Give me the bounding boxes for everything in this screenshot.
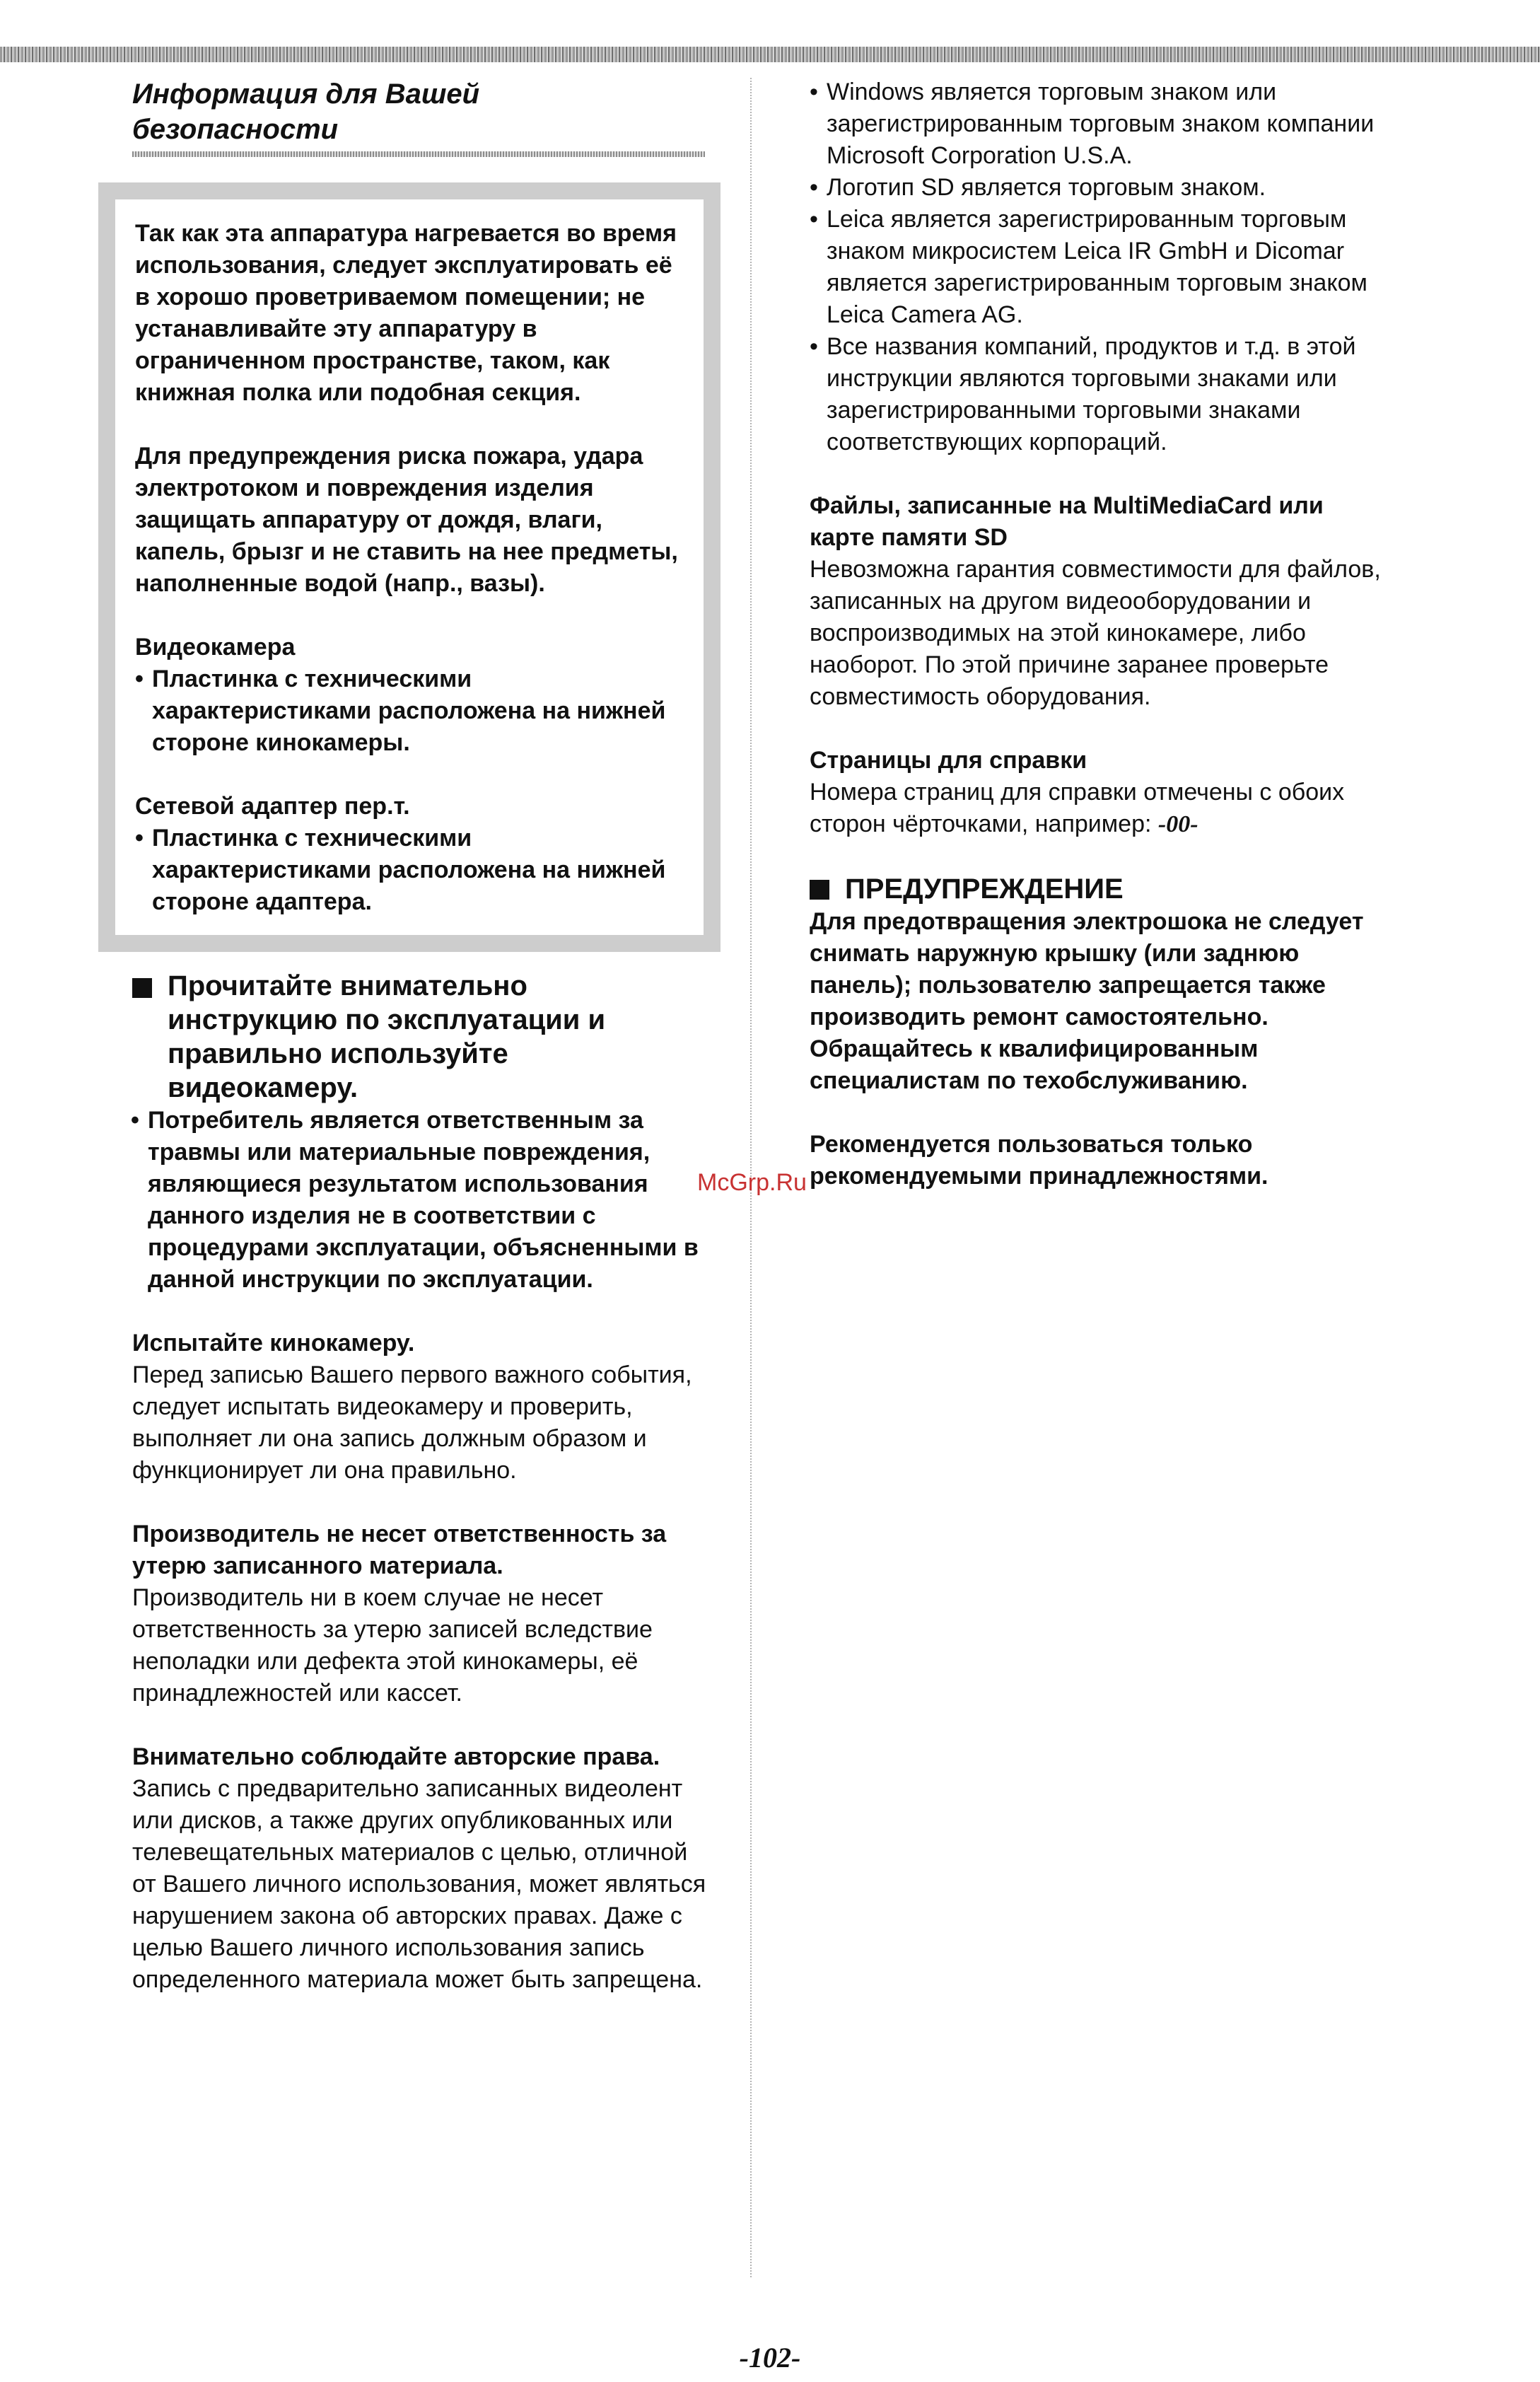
accessories-advice: Рекомендуется пользоваться только рекомендуемыми принадлежностями. <box>810 1131 1268 1190</box>
trademark-windows: • Windows является торговым знаком или зарегистрированным торговым знаком компании Microsoft Corporation U.S.A. <box>810 76 1389 172</box>
top-scan-strip <box>0 47 1540 62</box>
copyright-heading: Внимательно соблюдайте авторские права. <box>132 1743 660 1770</box>
memory-card-text: Невозможна гарантия совместимости для файлов, записанных на другом видеооборудовании и воспроизводимых на этой кинокамере, либо наоборот. По этой причине заранее проверьте совместимость оборудования. <box>810 556 1381 710</box>
read-instructions-heading: Прочитайте внимательно инструкцию по эксплуатации и правильно используйте видеокамеру. <box>168 970 606 1103</box>
memory-card-section <box>810 490 1389 713</box>
liability-text: Производитель ни в коем случае не несет ответственность за утерю записей вследствие неполадки или дефекта этой кинокамеры, её принадлежностей или кассет. <box>132 1584 653 1707</box>
reference-pages-heading: Страницы для справки <box>810 747 1087 774</box>
trademark-sd-logo: • Логотип SD является торговым знаком. <box>810 172 1389 204</box>
reference-example-mark: -00- <box>1157 811 1198 837</box>
title-underline <box>132 151 705 157</box>
responsibility-bullets <box>131 1105 712 1296</box>
safety-info-title: Информация для Вашей безопасности <box>132 79 480 145</box>
liability-heading: Производитель не несет ответственность за утерю записанного материала. <box>132 1521 667 1579</box>
warning-heading-row <box>810 872 1389 906</box>
camera-bullets <box>135 663 688 759</box>
page-number: -102- <box>739 2342 801 2374</box>
test-camera-text: Перед записью Вашего первого важного события, следует испытать видеокамеру и проверить, выполняет ли она запись должным образом и функционирует ли она правильно. <box>132 1361 692 1484</box>
warning-section <box>810 872 1389 1192</box>
trademark-general: • Все названия компаний, продуктов и т.д. в этой инструкции являются торговыми знаками или зарегистрированными торговыми знаками соответствующих корпораций. <box>810 331 1389 458</box>
safety-notice-box <box>98 182 721 952</box>
watermark-text: McGrp.Ru <box>697 1169 807 1196</box>
test-camera-section <box>132 1327 712 1487</box>
reference-pages-section <box>810 745 1389 840</box>
camera-rating-plate-note: • Пластинка с техническими характеристиками расположена на нижней стороне кинокамеры. <box>135 663 688 759</box>
memory-card-heading: Файлы, записанные на MultiMediaCard или карте памяти SD <box>810 492 1324 551</box>
square-bullet-icon <box>810 880 829 900</box>
square-bullet-icon <box>132 978 152 998</box>
service-advice: Обращайтесь к квалифицированным специалистам по техобслуживанию. <box>810 1035 1259 1094</box>
left-column <box>132 76 712 1996</box>
reference-pages-text <box>810 777 1389 840</box>
copyright-section <box>132 1741 712 1996</box>
read-instructions-block <box>132 969 712 1105</box>
trademark-leica: • Leica является зарегистрированным торговым знаком микросистем Leica IR GmbH и Dicomar является зарегистрированным торговым знаком Leica Camera AG. <box>810 204 1389 331</box>
responsibility-note: • Потребитель является ответственным за травмы или материальные повреждения, являющиеся результатом использования данного изделия не в соответствии с процедурами эксплуатации, объясненными в данной инструкции по эксплуатации. <box>131 1105 712 1296</box>
ventilation-notice: Так как эта аппаратура нагревается во время использования, следует эксплуатировать её в хорошо проветриваемом помещении; не устанавливайте эту аппаратуру в ограниченном пространстве, таком, как книжная полка или подобная секция. <box>135 220 677 406</box>
copyright-text: Запись с предварительно записанных видеолент или дисков, а также других опубликованных или телевещательных материалов с целью, отличной от Вашего личного использования, может являться нарушением закона об авторских правах. Даже с целью Вашего личного использования запись определенного материала может быть запрещена. <box>132 1775 706 1993</box>
trademark-list <box>810 76 1389 458</box>
camera-subhead: Видеокамера <box>135 634 296 661</box>
warning-heading: ПРЕДУПРЕЖДЕНИЕ <box>845 873 1124 905</box>
electric-shock-warning: Для предотвращения электрошока не следует снимать наружную крышку (или заднюю панель); пользователю запрещается также производить ремонт самостоятельно. <box>810 908 1364 1030</box>
adapter-bullets <box>135 823 688 918</box>
test-camera-heading: Испытайте кинокамеру. <box>132 1330 415 1356</box>
adapter-rating-plate-note: • Пластинка с техническими характеристиками расположена на нижней стороне адаптера. <box>135 823 688 918</box>
reference-pages-body: Номера страниц для справки отмечены с обоих сторон чёрточками, например: <box>810 779 1345 837</box>
liability-section <box>132 1518 712 1709</box>
right-column <box>810 76 1389 1192</box>
adapter-subhead: Сетевой адаптер пер.т. <box>135 793 410 820</box>
fire-risk-notice: Для предупреждения риска пожара, удара электротоком и повреждения изделия защищать аппаратуру от дождя, влаги, капель, брызг и не ставить на нее предметы, наполненные водой (напр., вазы). <box>135 443 678 597</box>
